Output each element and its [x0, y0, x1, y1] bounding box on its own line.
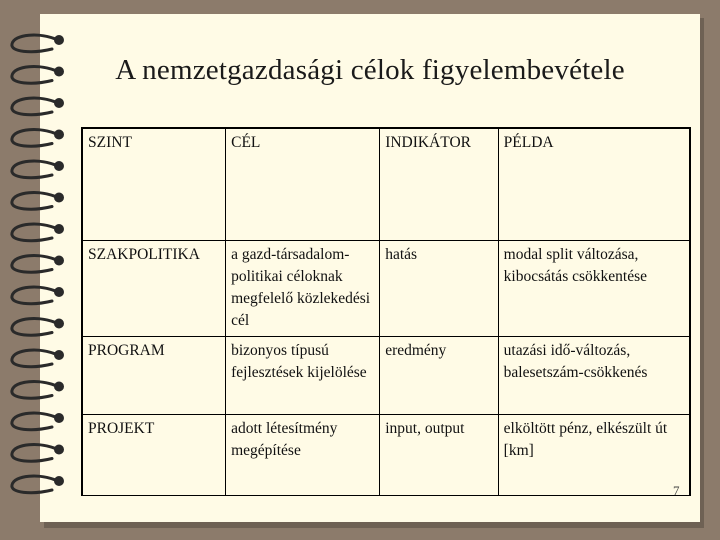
data-table	[81, 127, 691, 496]
binding-hole	[54, 161, 64, 171]
cell-cel: a gazd-társadalom-politikai céloknak megfelelő közlekedési cél	[226, 240, 380, 336]
binding-ring	[12, 319, 58, 336]
binding-ring	[12, 256, 58, 273]
cell-szint: PROGRAM	[82, 336, 226, 414]
table-row	[82, 336, 690, 414]
binding-ring	[12, 130, 58, 147]
binding-ring	[12, 161, 58, 178]
cell-cel: bizonyos típusú fejlesztések kijelölése	[226, 336, 380, 414]
binding-ring	[12, 476, 58, 493]
slide-title: A nemzetgazdasági célok figyelembevétele	[115, 54, 625, 86]
binding-hole	[54, 350, 64, 360]
binding-hole	[54, 413, 64, 423]
binding-ring	[12, 98, 58, 115]
page-number: 7	[673, 483, 680, 498]
binding-hole	[54, 193, 64, 203]
header-indikator: INDIKÁTOR	[380, 128, 498, 240]
binding-hole	[54, 256, 64, 266]
binding-ring	[12, 350, 58, 367]
cell-indikator: input, output	[380, 414, 498, 495]
table-row	[82, 414, 690, 495]
header-cel: CÉL	[226, 128, 380, 240]
table-row	[82, 240, 690, 336]
binding-ring	[12, 445, 58, 462]
binding-hole	[54, 130, 64, 140]
table-header-row	[82, 128, 690, 240]
binding-hole	[54, 98, 64, 108]
binding-hole	[54, 319, 64, 329]
binding-hole	[54, 445, 64, 455]
binding-hole	[54, 476, 64, 486]
cell-szint: SZAKPOLITIKA	[82, 240, 226, 336]
binding-ring	[12, 193, 58, 210]
binding-ring	[12, 35, 58, 52]
header-pelda: PÉLDA	[498, 128, 690, 240]
binding-hole	[54, 35, 64, 45]
binding-ring	[12, 287, 58, 304]
cell-indikator: eredmény	[380, 336, 498, 414]
header-szint: SZINT	[82, 128, 226, 240]
binding-ring	[12, 382, 58, 399]
cell-indikator: hatás	[380, 240, 498, 336]
cell-szint: PROJEKT	[82, 414, 226, 495]
binding-hole	[54, 287, 64, 297]
cell-cel: adott létesítmény megépítése	[226, 414, 380, 495]
binding-hole	[54, 382, 64, 392]
cell-pelda: utazási idő-változás, balesetszám-csökkenés	[498, 336, 690, 414]
binding-ring	[12, 224, 58, 241]
binding-hole	[54, 224, 64, 234]
cell-pelda: modal split változása, kibocsátás csökkentése	[498, 240, 690, 336]
binding-ring	[12, 413, 58, 430]
cell-pelda: elköltött pénz, elkészült út [km]	[498, 414, 690, 495]
